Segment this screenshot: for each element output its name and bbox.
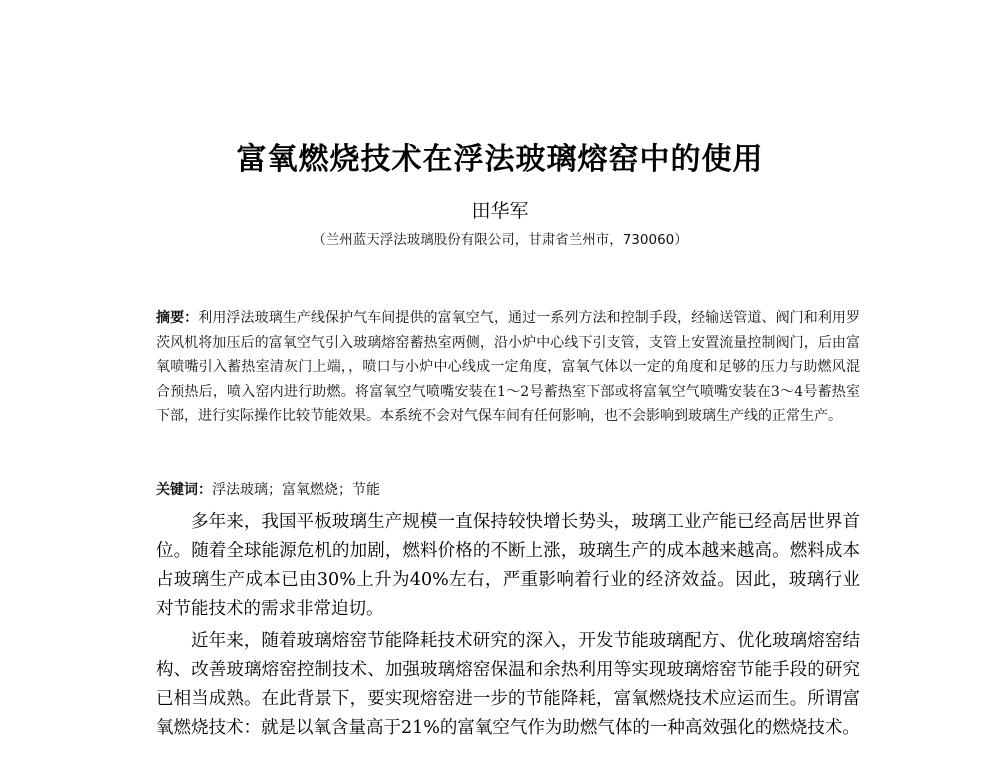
keywords-label: 关键词： [156, 482, 212, 498]
keywords [156, 479, 860, 501]
abstract-label: 摘要： [156, 310, 199, 326]
author-name: 田华军 [471, 200, 529, 222]
author-affiliation: （兰州蓝天浮法玻璃股份有限公司，甘肃省兰州市，730060） [312, 232, 688, 248]
body-paragraph: 近年来，随着玻璃熔窑节能降耗技术研究的深入，开发节能玻璃配方、优化玻璃熔窑结构、改善玻璃熔窑控制技术、加强玻璃熔窑保温和余热利用等实现玻璃熔窑节能手段的研究已相当成熟。在此背景下，要实现熔窑进一步的节能降耗，富氧燃烧技术应运而生。所谓富氧燃烧技术：就是以氧含量高于21%的富氧空气作为助燃气体的一种高效强化的燃烧技术。 [156, 631, 860, 738]
abstract-text: 利用浮法玻璃生产线保护气车间提供的富氧空气，通过一系列方法和控制手段，经输送管道、阀门和利用罗茨风机将加压后的富氧空气引入玻璃熔窑蓄热室两侧，沿小炉中心线下引支管，支管上安置流量控制阀门，后由富氧喷嘴引入蓄热室清灰门上端，，喷口与小炉中心线成一定角度，富氧气体以一定的角度和足够的压力与助燃风混合预热后，喷入窑内进行助燃。将富氧空气喷嘴安装在1～2号蓄热室下部或将富氧空气喷嘴安装在3～4号蓄热室下部，进行实际操作比较节能效果。本系统不会对气保车间有任何影响，也不会影响到玻璃生产线的正常生产。 [156, 310, 861, 424]
body-paragraph: 多年来，我国平板玻璃生产规模一直保持较快增长势头，玻璃工业产能已经高居世界首位。随着全球能源危机的加剧，燃料价格的不断上涨，玻璃生产的成本越来越高。燃料成本占玻璃生产成本已由30%上升为40%左右，严重影响着行业的经济效益。因此，玻璃行业对节能技术的需求非常迫切。 [156, 512, 860, 619]
abstract [156, 306, 860, 429]
paper-title: 富氧燃烧技术在浮法玻璃熔窑中的使用 [236, 142, 764, 177]
keywords-text: 浮法玻璃；富氧燃烧；节能 [212, 482, 380, 498]
body-text [156, 508, 860, 746]
